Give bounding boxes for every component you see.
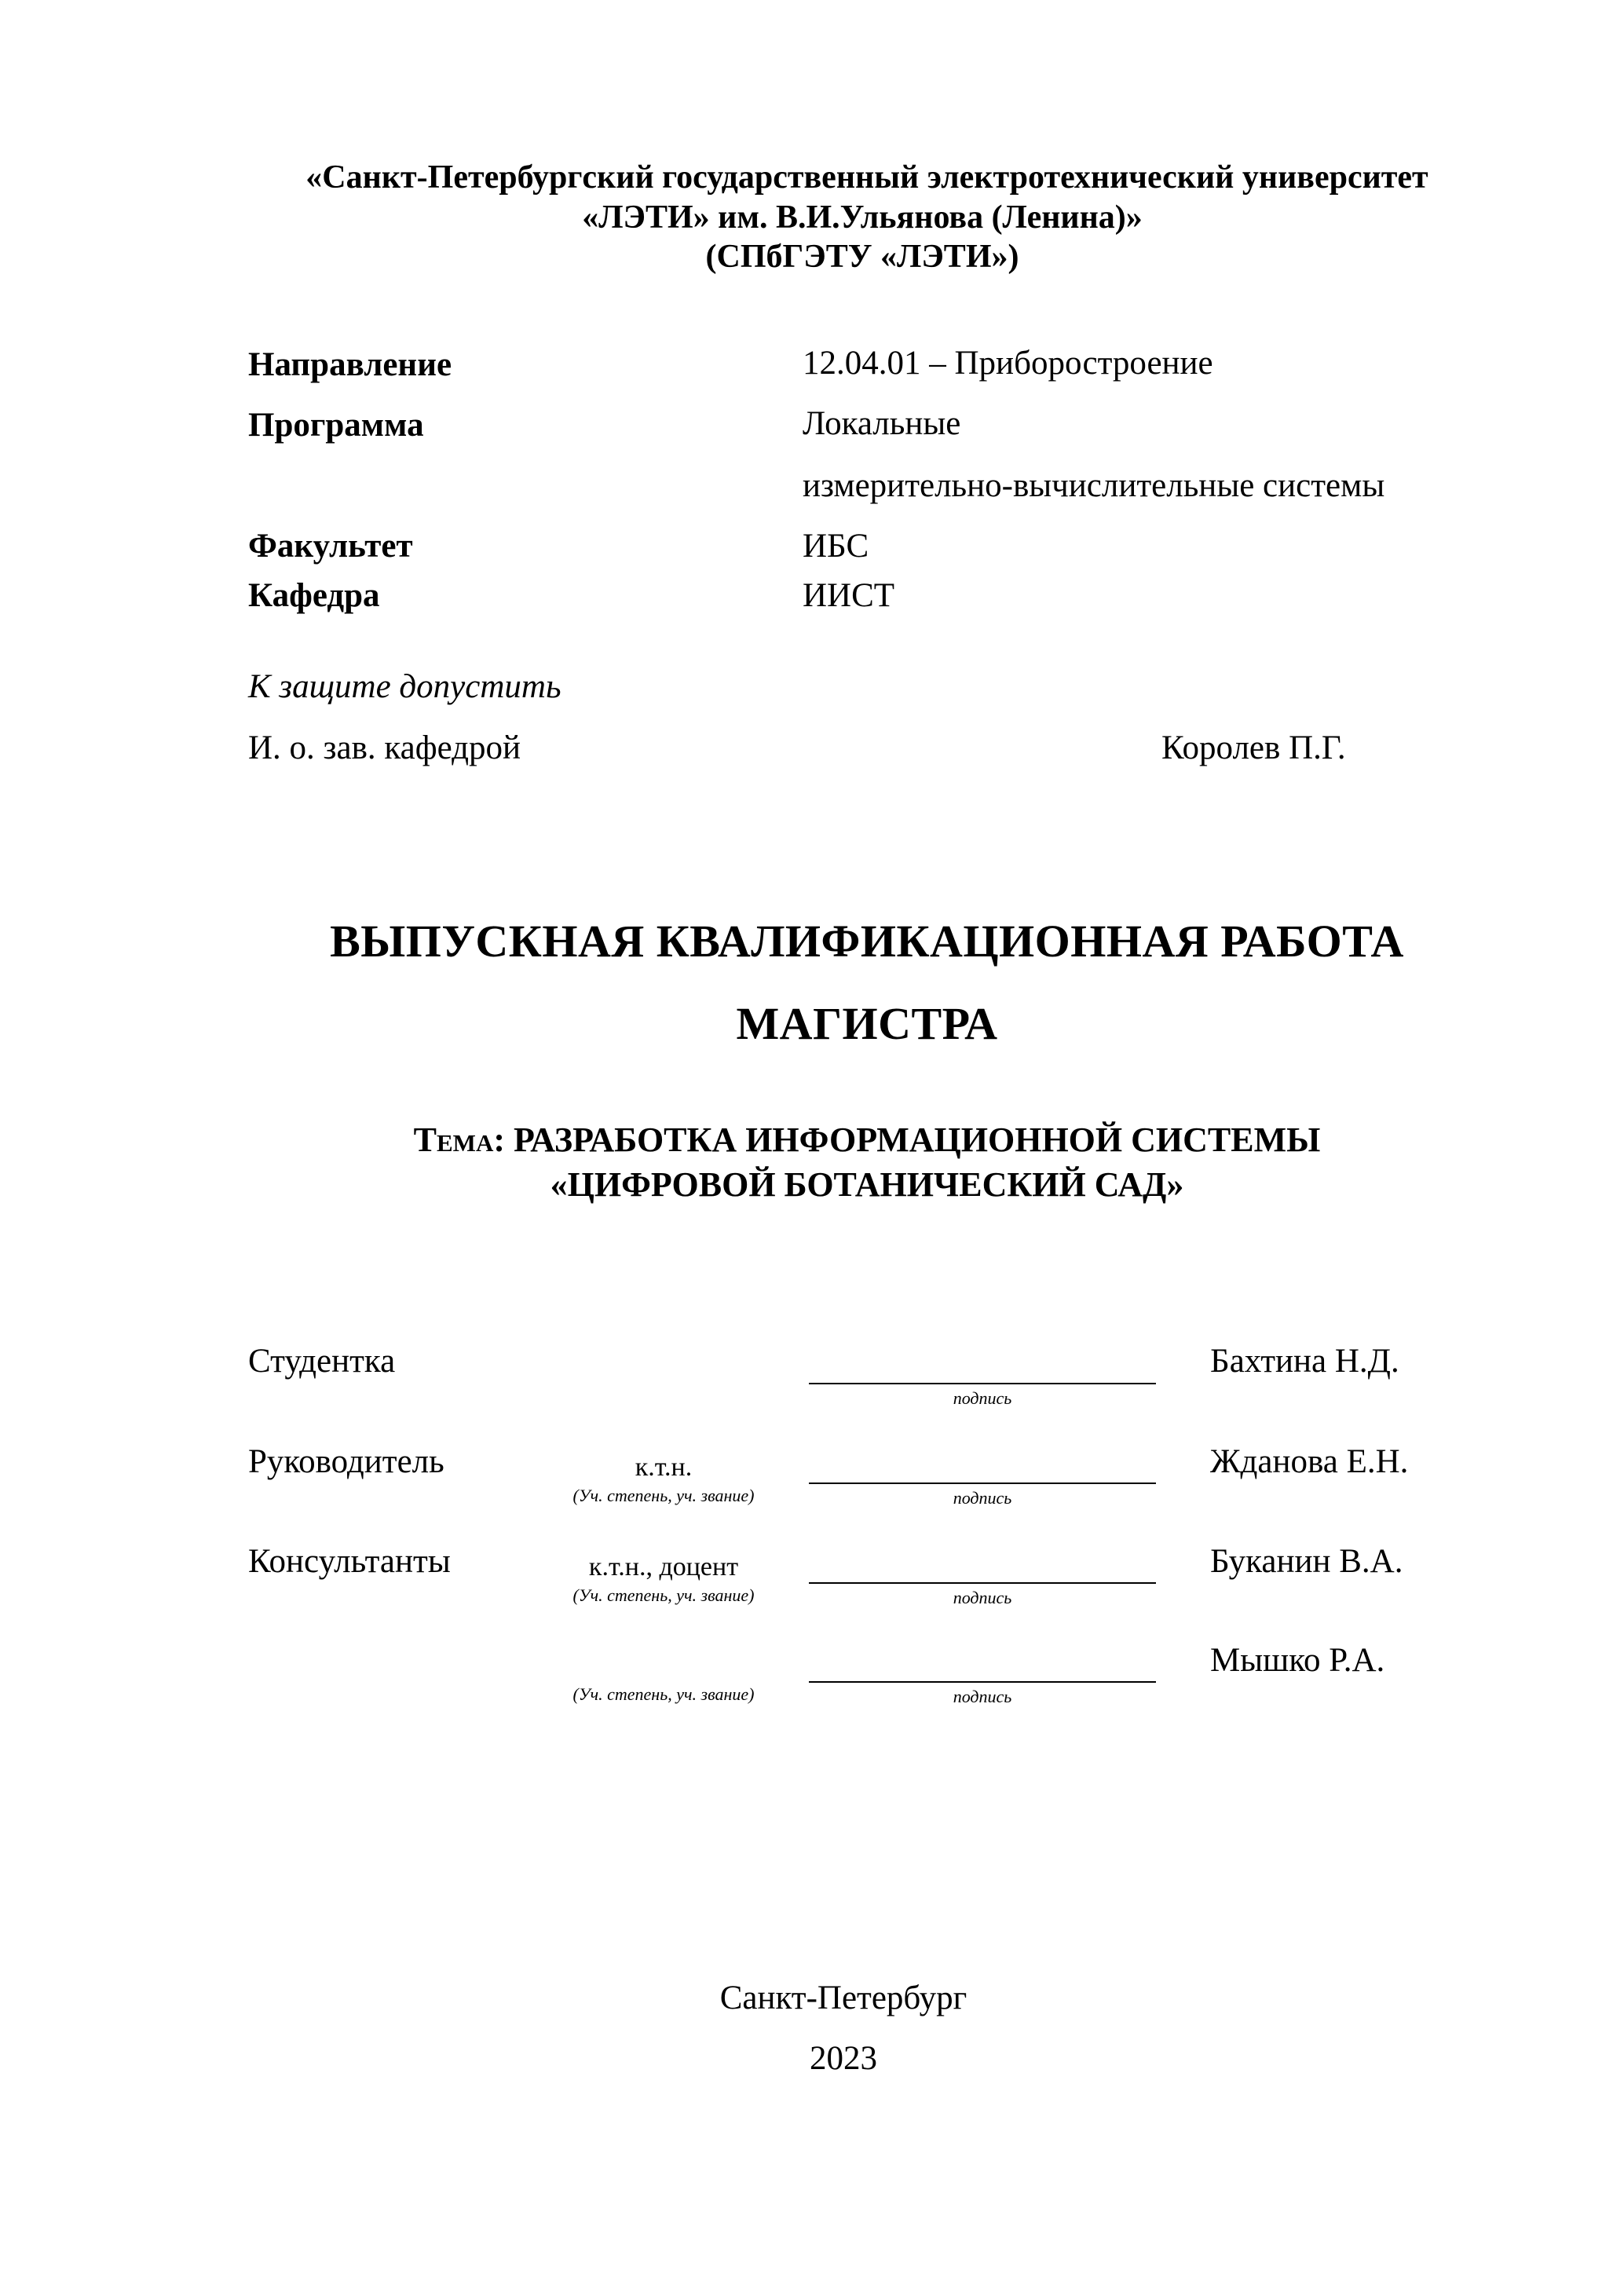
defense-approval-note: К защите допустить bbox=[248, 668, 561, 705]
faculty-value: ИБС bbox=[803, 528, 869, 565]
consultant2-degree-caption: (Уч. степень, уч. звание) bbox=[572, 1684, 755, 1704]
faculty-label: Факультет bbox=[248, 528, 413, 565]
supervisor-signature-line bbox=[809, 1483, 1156, 1484]
university-name-line1: «Санкт-Петербургский государственный электротехнический университет bbox=[305, 159, 1428, 196]
consultant2-signature-caption: подпись bbox=[953, 1687, 1012, 1706]
student-role: Студентка bbox=[248, 1343, 396, 1380]
supervisor-role: Руководитель bbox=[248, 1443, 444, 1480]
topic-prefix: Тема: bbox=[413, 1121, 505, 1159]
consultant1-name: Буканин В.А. bbox=[1210, 1543, 1403, 1580]
program-value-line1: Локальные bbox=[803, 405, 961, 442]
topic-text-line1: РАЗРАБОТКА ИНФОРМАЦИОННОЙ СИСТЕМЫ bbox=[513, 1121, 1321, 1159]
consultants-role: Консультанты bbox=[248, 1543, 451, 1580]
city: Санкт-Петербург bbox=[719, 1980, 967, 2016]
program-label: Программа bbox=[248, 407, 424, 444]
consultant1-degree-caption: (Уч. степень, уч. звание) bbox=[572, 1585, 755, 1605]
direction-label: Направление bbox=[248, 346, 452, 383]
work-title-line1: ВЫПУСКНАЯ КВАЛИФИКАЦИОННАЯ РАБОТА bbox=[330, 916, 1404, 967]
university-abbreviation: (СПбГЭТУ «ЛЭТИ») bbox=[705, 239, 1019, 275]
consultant1-signature-line bbox=[809, 1582, 1156, 1584]
consultant2-name: Мышко Р.А. bbox=[1210, 1642, 1385, 1679]
acting-head-name: Королев П.Г. bbox=[1161, 729, 1346, 766]
student-signature-caption: подпись bbox=[953, 1388, 1012, 1408]
supervisor-degree: к.т.н. bbox=[635, 1453, 693, 1482]
department-label: Кафедра bbox=[248, 577, 380, 614]
university-name-line2: «ЛЭТИ» им. В.И.Ульянова (Ленина)» bbox=[582, 199, 1143, 236]
consultant1-degree: к.т.н., доцент bbox=[588, 1552, 739, 1581]
supervisor-degree-caption: (Уч. степень, уч. звание) bbox=[572, 1486, 755, 1505]
direction-value: 12.04.01 – Приборостроение bbox=[803, 345, 1213, 382]
topic-line2: «ЦИФРОВОЙ БОТАНИЧЕСКИЙ САД» bbox=[550, 1165, 1184, 1204]
supervisor-name: Жданова Е.Н. bbox=[1210, 1443, 1409, 1480]
consultant1-signature-caption: подпись bbox=[953, 1588, 1012, 1607]
acting-head-role: И. о. зав. кафедрой bbox=[248, 729, 521, 766]
supervisor-signature-caption: подпись bbox=[953, 1488, 1012, 1508]
program-value-line2: измерительно-вычислительные системы bbox=[803, 467, 1385, 504]
consultant2-signature-line bbox=[809, 1681, 1156, 1683]
department-value: ИИСТ bbox=[803, 577, 895, 614]
topic-line1 bbox=[55, 1123, 1624, 1157]
student-name: Бахтина Н.Д. bbox=[1210, 1343, 1399, 1380]
student-signature-line bbox=[809, 1383, 1156, 1384]
work-title-line2: МАГИСТРА bbox=[736, 998, 998, 1049]
year: 2023 bbox=[810, 2040, 877, 2077]
